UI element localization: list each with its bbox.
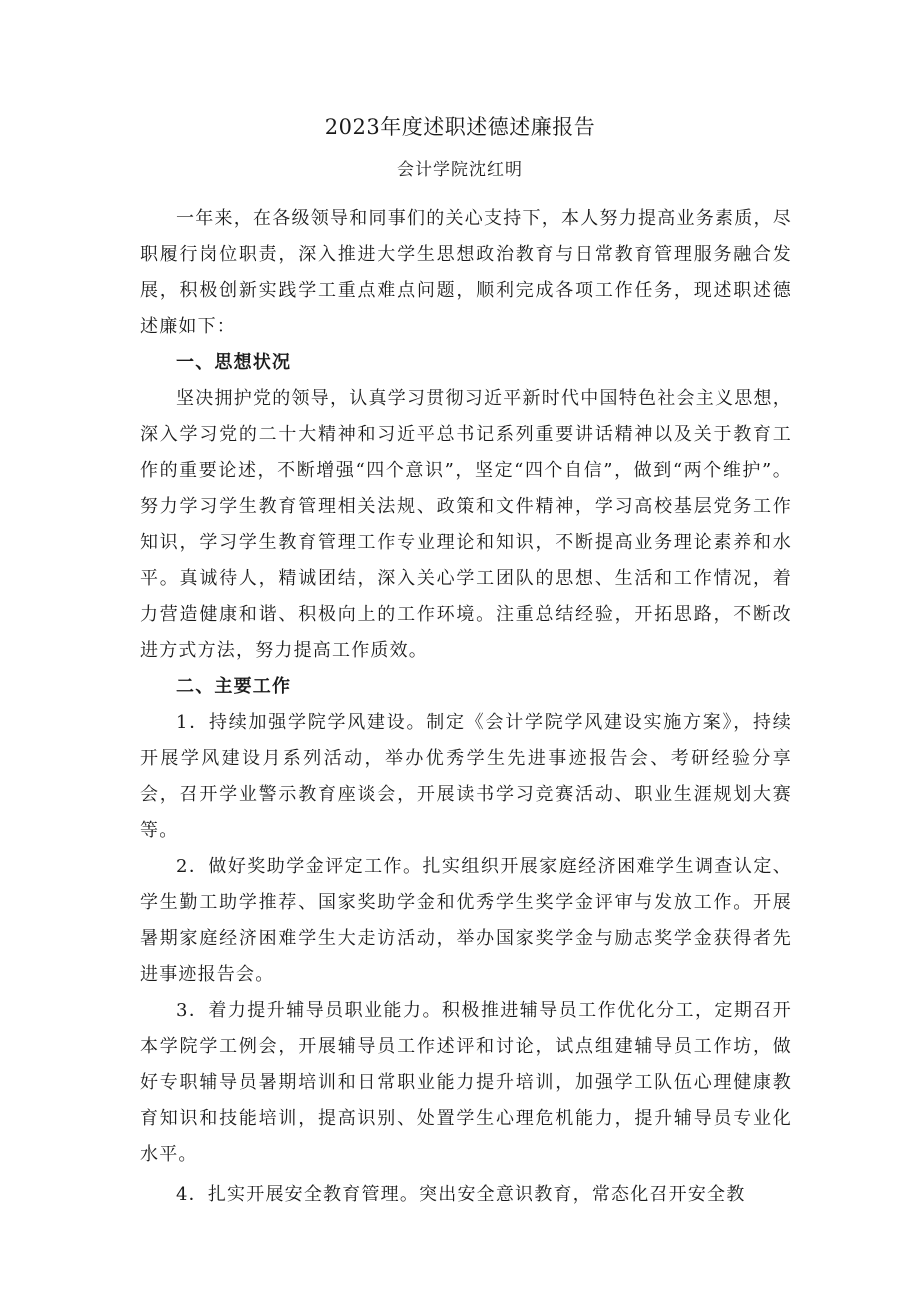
thought-paragraph: 坚决拥护党的领导，认真学习贯彻习近平新时代中国特色社会主义思想，深入学习党的二十大精神和习近平总书记系列重要讲话精神以及关于教育工作的重要论述，不断增强“四个意识”，坚定“四个自信”，做到“两个维护”。努力学习学生教育管理相关法规、政策和文件精神，学习高校基层党务工作知识，学习学生教育管理工作专业理论和知识，不断提高业务理论素养和水平。真诚待人，精诚团结，深入关心学工团队的思想、生活和工作情况，着力营造健康和谐、积极向上的工作环境。注重总结经验，开拓思路，不断改进方式方法，努力提高工作质效。: [140, 388, 792, 661]
work-item-4: 4．扎实开展安全教育管理。突出安全意识教育，常态化召开安全教: [176, 1184, 746, 1205]
document-body: [140, 201, 792, 1213]
document-author: 会计学院沈红明: [397, 160, 523, 180]
intro-paragraph: 一年来，在各级领导和同事们的关心支持下，本人努力提高业务素质，尽职履行岗位职责，深入推进大学生思想政治教育与日常教育管理服务融合发展，积极创新实践学工重点难点问题，顺利完成各项工作任务，现述职述德述廉如下：: [140, 208, 792, 337]
work-item-2: 2．做好奖助学金评定工作。扎实组织开展家庭经济困难学生调查认定、学生勤工助学推荐、国家奖助学金和优秀学生奖学金评审与发放工作。开展暑期家庭经济困难学生大走访活动，举办国家奖学金与励志奖学金获得者先进事迹报告会。: [140, 856, 792, 985]
document-title: 2023年度述职述德述廉报告: [324, 115, 596, 139]
section-heading-work: 二、主要工作: [176, 676, 292, 697]
work-item-3: 3．着力提升辅导员职业能力。积极推进辅导员工作优化分工，定期召开本学院学工例会，开展辅导员工作述评和讨论，试点组建辅导员工作坊，做好专职辅导员暑期培训和日常职业能力提升培训，加强学工队伍心理健康教育知识和技能培训，提高识别、处置学生心理危机能力，提升辅导员专业化水平。: [140, 1000, 792, 1165]
work-item-1: 1．持续加强学院学风建设。制定《会计学院学风建设实施方案》，持续开展学风建设月系列活动，举办优秀学生先进事迹报告会、考研经验分享会，召开学业警示教育座谈会，开展读书学习竞赛活动、职业生涯规划大赛等。: [140, 712, 792, 841]
section-heading-thought: 一、思想状况: [176, 352, 292, 373]
